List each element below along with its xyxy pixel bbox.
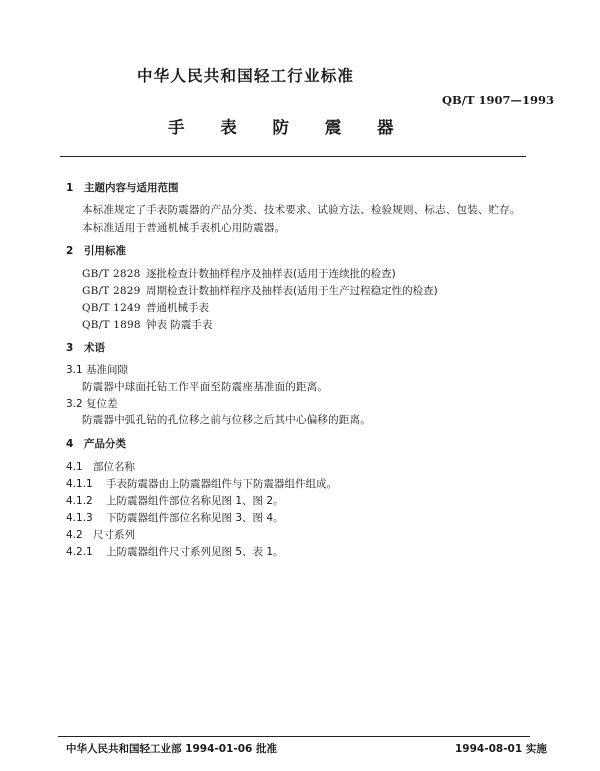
clause-text: 部位名称 [93, 461, 135, 473]
clause-item [66, 510, 284, 525]
section-title: 术语 [84, 342, 105, 354]
term-heading [66, 362, 128, 377]
paragraph: 本标准规定了手表防震器的产品分类、技术要求、试验方法、检验规则、标志、包装、贮存。 [82, 204, 521, 216]
clause-number: 4.1.1 [66, 478, 93, 490]
reference-text: 钟表 防震手表 [146, 319, 213, 331]
reference-text: 普通机械手表 [146, 302, 209, 314]
clause-number: 4.1.3 [66, 512, 93, 524]
section-2-heading [66, 243, 126, 258]
clause-text: 尺寸系列 [93, 529, 135, 541]
issuing-organization: 中华人民共和国轻工行业标准 [137, 67, 355, 85]
clause-number: 4.2.1 [66, 546, 93, 558]
term-definition: 防震器中弧孔钻的孔位移之前与位移之后其中心偏移的距离。 [82, 414, 371, 426]
clause-number: 4.1 [66, 461, 83, 473]
clause-item [66, 493, 284, 508]
term-heading [66, 396, 118, 411]
standard-number: QB/T 1907—1993 [442, 93, 555, 107]
clause-text: 上防震器组件尺寸系列见图 5、表 1。 [106, 546, 284, 558]
section-number: 2 [66, 245, 74, 257]
reference-item [82, 317, 212, 332]
section-3-heading [66, 340, 105, 355]
reference-code: QB/T 1898 [82, 319, 141, 331]
section-1-heading [66, 180, 179, 195]
clause-item [66, 459, 135, 474]
clause-item [66, 544, 284, 559]
reference-text: 周期检查计数抽样程序及抽样表(适用于生产过程稳定性的检查) [146, 285, 438, 297]
clause-text: 上防震器组件部位名称见图 1、图 2。 [106, 495, 284, 507]
section-title: 产品分类 [84, 438, 126, 450]
header-divider [60, 156, 526, 157]
section-number: 3 [66, 342, 74, 354]
section-title: 主题内容与适用范围 [84, 182, 179, 194]
reference-code: GB/T 2829 [82, 285, 141, 297]
reference-code: GB/T 2828 [82, 268, 141, 280]
footer-divider [58, 736, 530, 737]
approval-date: 中华人民共和国轻工业部 1994-01-06 批准 [66, 743, 277, 755]
clause-text: 手表防震器由上防震器组件与下防震器组件组成。 [106, 478, 337, 490]
section-4-heading [66, 436, 126, 451]
reference-text: 逐批检查计数抽样程序及抽样表(适用于连续批的检查) [146, 268, 396, 280]
clause-item [66, 527, 135, 542]
clause-number: 4.2 [66, 529, 83, 541]
document-title: 手 表 防 震 器 [168, 118, 409, 137]
clause-item [66, 476, 337, 491]
section-number: 1 [66, 182, 74, 194]
term-number: 3.1 [66, 364, 83, 376]
clause-number: 4.1.2 [66, 495, 93, 507]
effective-date: 1994-08-01 实施 [455, 743, 547, 755]
term-number: 3.2 [66, 398, 83, 410]
reference-item [82, 300, 209, 315]
term-name: 基准间隙 [86, 364, 128, 376]
term-name: 复位差 [86, 398, 118, 410]
reference-item [82, 266, 396, 281]
reference-code: QB/T 1249 [82, 302, 141, 314]
paragraph: 本标准适用于普通机械手表机心用防震器。 [82, 222, 286, 234]
section-title: 引用标准 [84, 245, 126, 257]
section-number: 4 [66, 438, 74, 450]
term-definition: 防震器中球面托钻工作平面至防震座基准面的距离。 [82, 381, 329, 393]
reference-item [82, 283, 438, 298]
clause-text: 下防震器组件部位名称见图 3、图 4。 [106, 512, 284, 524]
